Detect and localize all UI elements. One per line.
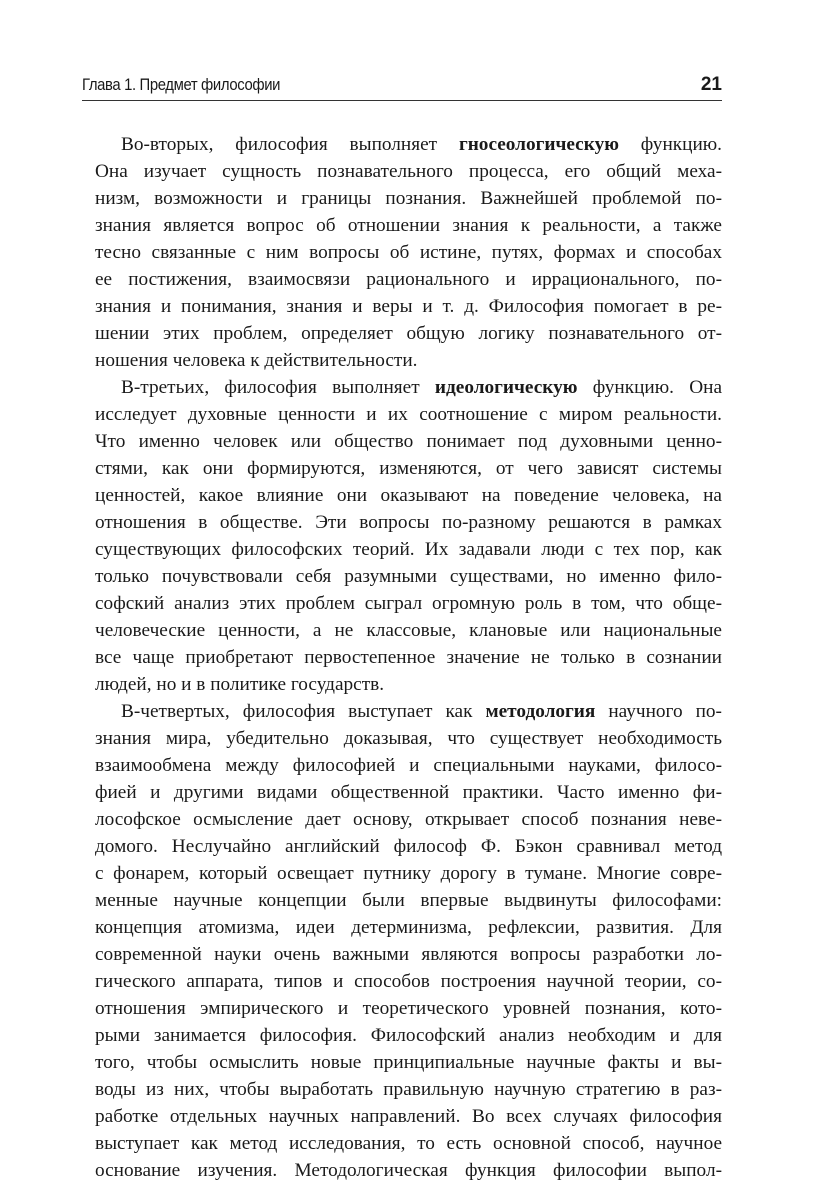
text-line xyxy=(95,698,722,725)
text-line xyxy=(95,239,722,266)
text-line xyxy=(95,401,722,428)
text-line xyxy=(95,455,722,482)
text-line xyxy=(95,536,722,563)
text-line xyxy=(95,374,722,401)
text-segment: только почувствовали себя разумными существами, но именно фило- xyxy=(95,566,722,587)
text-segment: исследует духовные ценности и их соотношение с миром реальности. xyxy=(95,404,722,425)
text-line xyxy=(95,293,722,320)
chapter-title: Глава 1. Предмет философии xyxy=(82,76,281,94)
text-segment: взаимообмена между философией и специальными науками, филосо- xyxy=(95,755,722,776)
text-segment: человеческие ценности, а не классовые, клановые или национальные xyxy=(95,620,722,641)
text-line xyxy=(95,212,722,239)
text-line xyxy=(95,725,722,752)
text-segment: функцию. Она xyxy=(577,377,722,398)
text-segment: отношения эмпирического и теоретического уровней познания, кото- xyxy=(95,998,722,1019)
text-segment: концепция атомизма, идеи детерминизма, рефлексии, развития. Для xyxy=(95,917,722,938)
text-line xyxy=(95,995,722,1022)
text-line xyxy=(95,833,722,860)
text-segment: основание изучения. Методологическая функция философии выпол- xyxy=(95,1160,722,1181)
text-segment: научного по- xyxy=(595,701,722,722)
text-segment: рыми занимается философия. Философский анализ необходим и для xyxy=(95,1025,722,1046)
text-line xyxy=(95,752,722,779)
text-segment: В-третьих, философия выполняет xyxy=(121,377,435,398)
text-segment: лософское осмысление дает основу, открывает способ познания неве- xyxy=(95,809,722,830)
text-line xyxy=(95,158,722,185)
text-line xyxy=(95,266,722,293)
text-segment: гического аппарата, типов и способов построения научной теории, со- xyxy=(95,971,722,992)
text-segment: Во-вторых, философия выполняет xyxy=(121,134,459,155)
text-segment: отношения в обществе. Эти вопросы по-разному решаются в рамках xyxy=(95,512,722,533)
text-segment: ношения человека к действительности. xyxy=(95,350,418,371)
text-line xyxy=(95,1130,722,1157)
text-line xyxy=(95,1049,722,1076)
text-line xyxy=(95,563,722,590)
text-line xyxy=(95,644,722,671)
text-segment: низм, возможности и границы познания. Важнейшей проблемой по- xyxy=(95,188,722,209)
text-segment: функцию. xyxy=(618,134,722,155)
text-segment: Что именно человек или общество понимает под духовными ценно- xyxy=(95,431,722,452)
text-line xyxy=(95,968,722,995)
text-segment: воды из них, чтобы выработать правильную научную стратегию в раз- xyxy=(95,1079,722,1100)
text-line xyxy=(95,590,722,617)
text-line xyxy=(95,482,722,509)
text-segment: существующих философских теорий. Их задавали люди с тех пор, как xyxy=(95,539,722,560)
bold-term: методология xyxy=(485,701,596,722)
text-line xyxy=(95,428,722,455)
text-line xyxy=(95,671,722,698)
text-line xyxy=(95,941,722,968)
text-line xyxy=(95,185,722,212)
text-line xyxy=(95,779,722,806)
text-segment: шении этих проблем, определяет общую логику познавательного от- xyxy=(95,323,722,344)
text-line xyxy=(95,1157,722,1184)
text-segment: менные научные концепции были впервые выдвинуты философами: xyxy=(95,890,722,911)
text-segment: домого. Неслучайно английский философ Ф. Бэкон сравнивал метод xyxy=(95,836,722,857)
text-segment: знания и понимания, знания и веры и т. д. Философия помогает в ре- xyxy=(95,296,722,317)
text-segment: стями, как они формируются, изменяются, от чего зависят системы xyxy=(95,458,722,479)
bold-term: идеологическую xyxy=(434,377,578,398)
text-line xyxy=(95,347,722,374)
text-segment: ее постижения, взаимосвязи рационального и иррационального, по- xyxy=(95,269,722,290)
running-header xyxy=(82,74,722,101)
bold-term: гносеологическую xyxy=(458,134,619,155)
text-line xyxy=(95,1022,722,1049)
text-segment: выступает как метод исследования, то есть основной способ, научное xyxy=(95,1133,722,1154)
page-number: 21 xyxy=(700,74,722,95)
text-segment: тесно связанные с ним вопросы об истине, путях, формах и способах xyxy=(95,242,722,263)
text-segment: современной науки очень важными являются вопросы разработки ло- xyxy=(95,944,722,965)
text-line xyxy=(95,860,722,887)
text-segment: знания мира, убедительно доказывая, что существует необходимость xyxy=(95,728,722,749)
text-line xyxy=(95,914,722,941)
text-segment: знания является вопрос об отношении знания к реальности, а также xyxy=(95,215,722,236)
text-segment: софский анализ этих проблем сыграл огромную роль в том, что обще- xyxy=(95,593,722,614)
text-line xyxy=(95,131,722,158)
text-line xyxy=(95,806,722,833)
text-segment: все чаще приобретают первостепенное значение не только в сознании xyxy=(95,647,722,668)
text-segment: фией и другими видами общественной практики. Часто именно фи- xyxy=(95,782,722,803)
text-line xyxy=(95,617,722,644)
text-line xyxy=(95,509,722,536)
text-line xyxy=(95,1076,722,1103)
text-segment: с фонарем, который освещает путнику дорогу в тумане. Многие совре- xyxy=(95,863,722,884)
text-segment: Она изучает сущность познавательного процесса, его общий меха- xyxy=(95,161,722,182)
text-line xyxy=(95,320,722,347)
text-segment: ценностей, какое влияние они оказывают на поведение человека, на xyxy=(95,485,722,506)
text-segment: работке отдельных научных направлений. Во всех случаях философия xyxy=(95,1106,722,1127)
text-line xyxy=(95,1103,722,1130)
text-segment: В-четвертых, философия выступает как xyxy=(121,701,486,722)
text-segment: того, чтобы осмыслить новые принципиальные научные факты и вы- xyxy=(95,1052,722,1073)
text-segment: людей, но и в политике государств. xyxy=(95,674,385,695)
text-line xyxy=(95,887,722,914)
body-text xyxy=(95,131,722,1184)
